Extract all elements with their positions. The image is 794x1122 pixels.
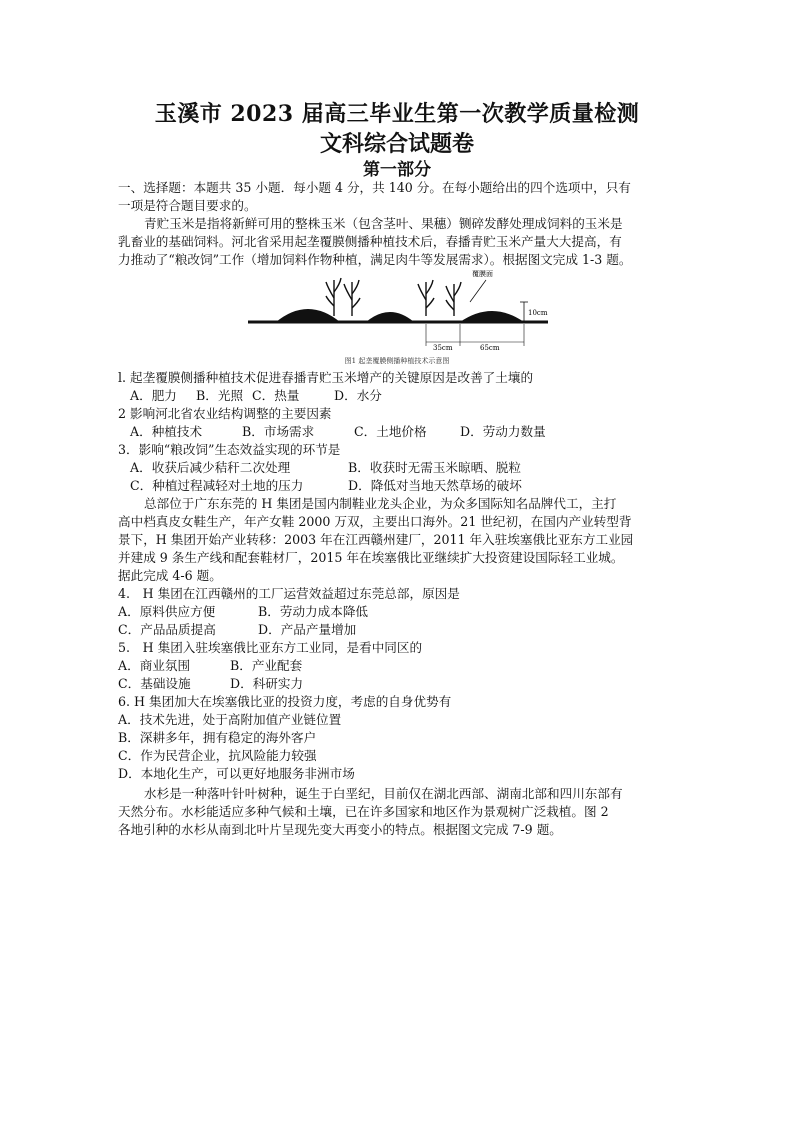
option-d: D．劳动力数量 [460, 424, 546, 439]
option-c: C．基础设施 [118, 676, 191, 691]
option-c: C．作为民营企业，抗风险能力较强 [118, 748, 317, 763]
option-c: C．热量 [252, 388, 300, 403]
passage2-line: 据此完成 4-6 题。 [118, 568, 222, 583]
question-stem: 2 影响河北省农业结构调整的主要因素 [118, 406, 332, 421]
part-heading: 第一部分 [363, 160, 431, 180]
soil-ridge [460, 311, 524, 322]
option-b: B．深耕多年，拥有稳定的海外客户 [118, 730, 317, 745]
option-a: A．商业氛围 [118, 658, 191, 673]
option-a: A．种植技术 [130, 424, 203, 439]
passage1-line: 乳畜业的基础饲料。河北省采用起垄覆膜侧播种植技术后，春播青贮玉米产量大大提高，有 [118, 234, 622, 249]
instructions-line: 一、选择题：本题共 35 小题．每小题 4 分，共 140 分。在每小题给出的四个选项中，只有 [118, 180, 631, 195]
passage3-line: 各地引种的水杉从南到北叶片呈现先变大再变小的特点。根据图文完成 7-9 题。 [118, 822, 562, 837]
option-d: D．本地化生产，可以更好地服务非洲市场 [118, 766, 355, 781]
option-b: B．产业配套 [230, 658, 303, 673]
option-c: C．产品品质提高 [118, 622, 216, 637]
option-a: A．收获后减少秸秆二次处理 [130, 460, 291, 475]
option-a: A．原料供应方便 [118, 604, 216, 619]
question-options [130, 388, 382, 404]
option-c: C．土地价格 [354, 424, 427, 439]
option-b: B．收获时无需玉米晾晒、脱粒 [348, 460, 521, 475]
question-options [118, 622, 356, 638]
ridge-film-planting-figure [248, 268, 548, 358]
question-options [118, 658, 302, 674]
passage2-line: 并建成 9 条生产线和配套鞋材厂，2015 年在埃塞俄比亚继续扩大投资建设国际轻工业城。 [118, 550, 624, 565]
passage2-line: 景下，H 集团开始产业转移：2003 年在江西赣州建厂，2011 年入驻埃塞俄比亚东方工业园 [118, 532, 634, 547]
exam-subtitle: 文科综合试题卷 [319, 131, 474, 157]
option-d: D．降低对当地天然草场的破坏 [348, 478, 522, 493]
corn-plant-icon [344, 280, 360, 316]
question-options [130, 460, 521, 476]
option-b: B．光照 [196, 388, 244, 403]
passage1-line: 青贮玉米是指将新鲜可用的整株玉米（包含茎叶、果穗）铡碎发酵处理成饲料的玉米是 [144, 216, 623, 231]
corn-plant-icon [326, 278, 341, 316]
passage3-line: 水杉是一种落叶针叶树种，诞生于白垩纪，目前仅在湖北西部、湖南北部和四川东部有 [144, 786, 623, 801]
passage1-line: 力推动了“粮改饲”工作（增加饲料作物种植，满足肉牛等发展需求）。根据图文完成 1-3 题。 [118, 252, 632, 267]
option-b: B．劳动力成本降低 [258, 604, 369, 619]
question-options [118, 676, 303, 692]
question-stem: 5. H 集团入驻埃塞俄比亚东方工业同，是看中同区的 [118, 640, 423, 655]
question-stem: 3．影响“粮改饲”生态效益实现的环节是 [118, 442, 341, 457]
passage2-line: 高中档真皮女鞋生产，年产女鞋 2000 万双，主要出口海外。21 世纪初，在国内产业转型背 [118, 514, 632, 529]
width-b-label: 65cm [480, 344, 500, 352]
height-label: 10cm [528, 309, 548, 317]
passage2-line: 总部位于广东东莞的 H 集团是国内制鞋业龙头企业，为众多国际知名品牌代工，主打 [144, 496, 617, 511]
exam-title: 玉溪市 2023 届高三毕业生第一次教学质量检测 [154, 101, 640, 127]
question-stem: 4. H 集团在江西赣州的工厂运营效益超过东莞总部，原因是 [118, 586, 460, 601]
option-a: A．肥力 [130, 388, 177, 403]
passage3-line: 天然分布。水杉能适应多种气候和土壤，已在许多国家和地区作为景观树广泛栽植。图 2 [118, 804, 609, 819]
instructions-line: 一项是符合题目要求的。 [118, 198, 257, 213]
question-stem: 6. H 集团加大在埃塞俄比亚的投资力度，考虑的自身优势有 [118, 694, 452, 709]
option-d: D．产品产量增加 [258, 622, 357, 637]
question-options [130, 478, 522, 494]
question-stem: l. 起垄覆膜侧播种植技术促进春播青贮玉米增产的关键原因是改善了土壤的 [118, 370, 534, 385]
option-c: C．种植过程减轻对土地的压力 [130, 478, 304, 493]
option-b: B．市场需求 [242, 424, 315, 439]
corn-plant-icon [418, 280, 434, 316]
option-a: A．技术先进，处于高附加值产业链位置 [118, 712, 342, 727]
corn-plant-icon [446, 282, 461, 316]
soil-ridge [276, 309, 340, 322]
width-a-label: 35cm [433, 344, 453, 352]
question-options [118, 604, 368, 620]
soil-ridge [366, 312, 414, 322]
option-d: D．科研实力 [230, 676, 304, 691]
question-options [130, 424, 546, 440]
film-label: 覆膜面 [472, 270, 493, 278]
option-d: D．水分 [334, 388, 382, 403]
figure-caption: 图1 起垄覆膜侧播种植技术示意图 [344, 357, 450, 365]
